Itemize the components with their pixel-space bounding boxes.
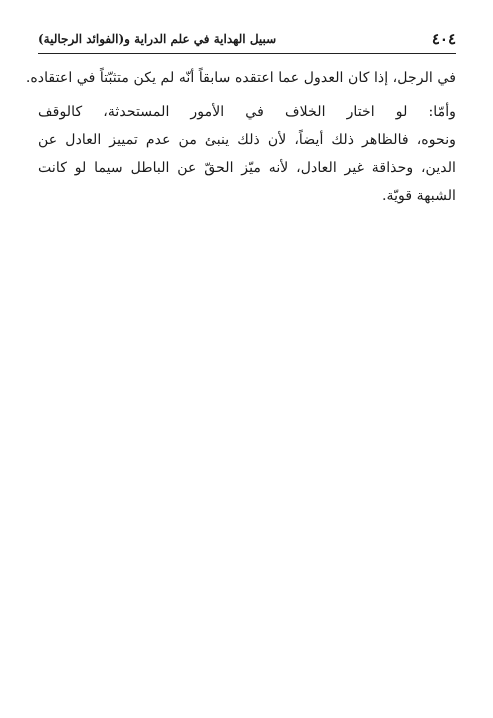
page-header <box>38 28 456 50</box>
text-line: في الرجل، إذا كان العدول عما اعتقده سابقاً أنّه لم يكن متثبّتاً في اعتقاده. <box>25 70 456 86</box>
text-line: الشبهة قويّة. <box>381 188 456 204</box>
header-divider <box>38 53 456 54</box>
page-number: ٤٠٤ <box>431 30 456 48</box>
running-title: سبيل الهداية في علم الدراية و(الفوائد الرجالية) <box>38 32 277 46</box>
text-line: وأمّا: لو اختار الخلاف في الأمور المستحدثة، كالوقف <box>38 104 456 120</box>
text-line: الدين، وحذاقة غير العادل، لأنه ميّز الحقّ عن الباطل سيما لو كانت <box>38 160 456 176</box>
paragraph-2 <box>38 98 456 210</box>
paragraph-1 <box>25 64 456 92</box>
text-line: ونحوه، فالظاهر ذلك أيضاً، لأن ذلك ينبئ من عدم تمييز العادل عن <box>38 132 456 148</box>
body-text <box>25 64 456 210</box>
